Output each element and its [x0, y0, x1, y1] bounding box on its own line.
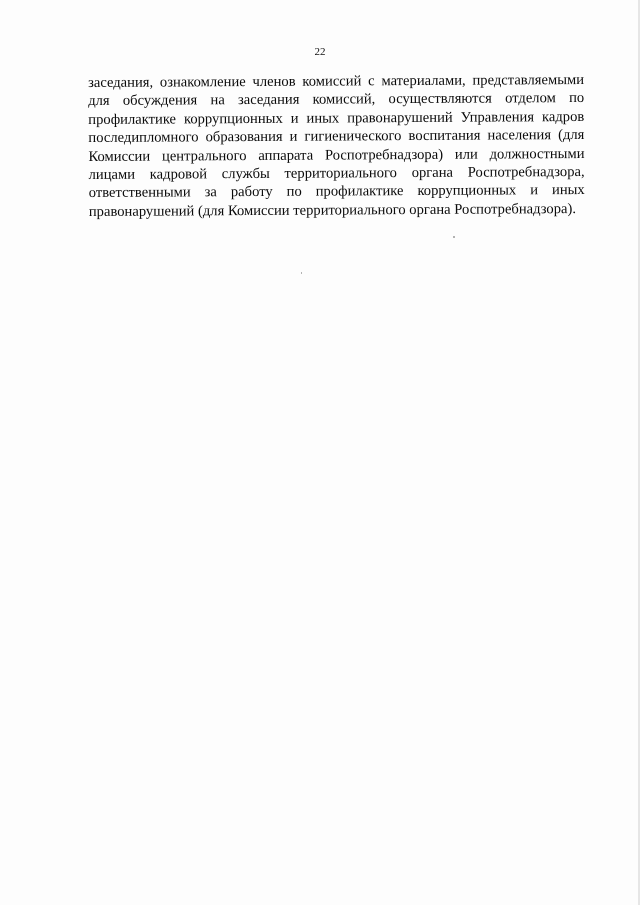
- scan-speck: [301, 272, 302, 274]
- scan-speck: [453, 236, 455, 238]
- page-number: 22: [314, 46, 326, 58]
- body-paragraph: заседания, ознакомление членов комиссий с материалами, представляемыми для обсуждения на заседания комиссий, осуществляются отделом по профилактике коррупционных и иных правонарушений Управления кадров последипломного образования и гигиенического воспитания населения (для Комиссии центрального аппарата Роспотребнадзора) или должностными лицами кадровой службы территориального органа Роспотребнадзора, ответственными за работу по профилактике коррупционных и иных правонарушений (для Комиссии территориального органа Роспотребнадзора).: [88, 71, 585, 220]
